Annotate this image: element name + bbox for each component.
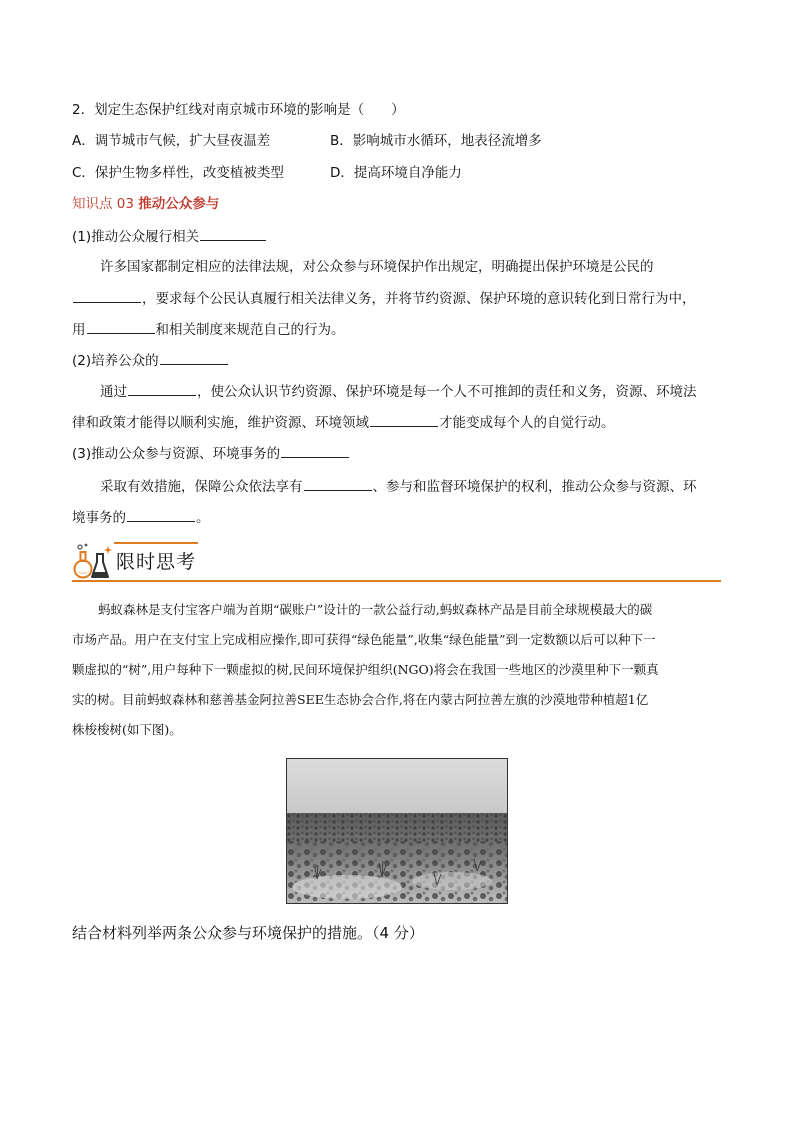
option-c: C．保护生物多样性，改变植被类型: [72, 165, 284, 181]
item-1-line-2: [72, 288, 696, 309]
item-2-heading-text: (2)培养公众的: [72, 353, 159, 369]
fill-blank: [304, 476, 372, 491]
section-accent-line: [114, 542, 198, 544]
question-2-options-row-2: [72, 163, 462, 183]
item-1-line-2-text: ，要求每个公民认真履行相关法律义务，并将节约资源、保护环境的意识转化到日常行为中，: [142, 291, 696, 307]
material-line: 市场产品。用户在支付宝上完成相应操作,即可获得“绿色能量”,收集“绿色能量”到一定数额以后可以种下一: [72, 632, 656, 647]
item-3-line-2: [72, 507, 210, 528]
desert-scene: [287, 759, 507, 903]
fill-blank: [370, 412, 438, 427]
item-3-heading: [72, 443, 350, 464]
option-b: B．影响城市水循环，地表径流增多: [330, 133, 542, 149]
section-header: [72, 540, 721, 582]
section-divider: [72, 580, 721, 582]
item-2-line-2: [72, 412, 615, 433]
knowledge-point-label: 知识点 03: [72, 196, 134, 212]
fill-blank: [73, 288, 141, 303]
item-2-line-2-text: 才能变成每个人的自觉行动。: [439, 415, 615, 431]
section-title: 限时思考: [116, 551, 197, 573]
knowledge-point-heading: [72, 194, 219, 214]
item-2-line-1-text: ，使公众认识节约资源、保护环境是每一个人不可推卸的责任和义务，资源、环境法: [197, 384, 697, 400]
material-line: 颗虚拟的“树”,用户每种下一颗虚拟的树,民间环境保护组织(NGO)将会在我国一些地区的沙漠里种下一颗真: [72, 662, 659, 677]
item-1-line-3: [72, 319, 345, 340]
knowledge-point-title: 推动公众参与: [138, 196, 220, 212]
question-2-options-row-1: [72, 131, 542, 151]
item-3-line-1: [100, 476, 697, 497]
material-line: 实的树。目前蚂蚁森林和慈善基金阿拉善SEE生态协会合作,将在内蒙古阿拉善左旗的沙漠地带种植超1亿: [72, 692, 649, 707]
item-2-line-2-prefix: 律和政策才能得以顺利实施，维护资源、环境领域: [72, 415, 369, 431]
item-1-heading-text: (1)推动公众履行相关: [72, 229, 200, 245]
fill-blank: [87, 319, 155, 334]
item-3-line-1-text: 、参与和监督环境保护的权利，推动公众参与资源、环: [372, 479, 697, 495]
fill-blank: [281, 443, 349, 458]
material-paragraph: [72, 595, 722, 745]
item-3-line-2-prefix: 境事务的: [72, 510, 126, 526]
item-1-heading: [72, 226, 267, 247]
item-2-line-1-prefix: 通过: [100, 384, 127, 400]
item-1-line-3-prefix: 用: [72, 322, 86, 338]
item-2-heading: [72, 350, 229, 371]
material-line: 株梭梭树(如下图)。: [72, 722, 182, 737]
item-2-line-1: [100, 381, 697, 402]
item-3-line-1-prefix: 采取有效措施，保障公众依法享有: [100, 479, 303, 495]
question-2-stem: 2．划定生态保护红线对南京城市环境的影响是（ ）: [72, 102, 405, 118]
fill-blank: [160, 350, 228, 365]
discussion-question: 结合材料列举两条公众参与环境保护的措施。（4 分）: [72, 924, 424, 942]
fill-blank: [128, 381, 196, 396]
option-d: D．提高环境自净能力: [330, 165, 462, 181]
flask-icon: [72, 542, 112, 580]
item-1-line-1: 许多国家都制定相应的法律法规，对公众参与环境保护作出规定，明确提出保护环境是公民的: [100, 259, 654, 275]
desert-shrubland-photo: [286, 758, 508, 904]
fill-blank: [127, 507, 195, 522]
material-line: 蚂蚁森林是支付宝客户端为首期“碳账户”设计的一款公益行动,蚂蚁森林产品是目前全球规模最大的碳: [98, 602, 653, 617]
item-1-line-3-text: 和相关制度来规范自己的行为。: [155, 322, 345, 338]
fill-blank: [200, 226, 266, 241]
option-a: A．调节城市气候，扩大昼夜温差: [72, 133, 271, 149]
item-3-heading-text: (3)推动公众参与资源、环境事务的: [72, 446, 281, 462]
item-3-line-2-text: 。: [196, 510, 210, 526]
